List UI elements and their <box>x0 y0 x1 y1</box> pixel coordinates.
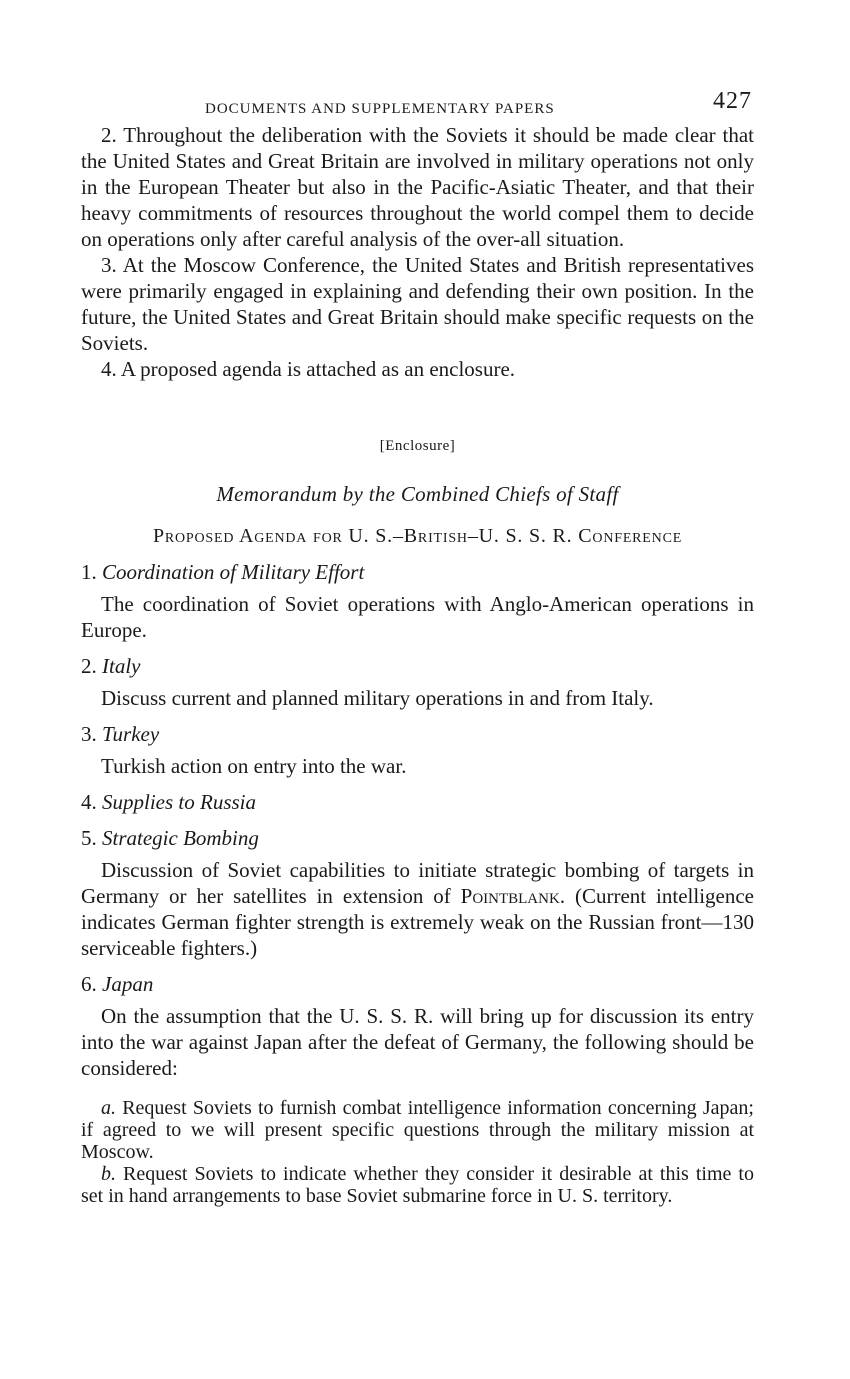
agenda-item-heading <box>81 721 754 747</box>
agenda-item-number: 6. <box>81 972 97 996</box>
agenda-item-description <box>81 857 754 961</box>
subitem-b <box>81 1163 754 1207</box>
agenda-item-number: 4. <box>81 790 97 814</box>
agenda-item-3 <box>81 721 754 779</box>
agenda-item-title: Coordination of Military Effort <box>102 560 365 584</box>
agenda-item-description: Discuss current and planned military operations in and from Italy. <box>101 686 654 710</box>
agenda-item-heading <box>81 789 754 815</box>
agenda-item-title: Turkey <box>102 722 160 746</box>
agenda-item-5 <box>81 825 754 961</box>
subitem-letter: b. <box>101 1163 116 1185</box>
agenda-item-description: The coordination of Soviet operations with Anglo-American operations in Europe. <box>81 592 754 642</box>
agenda-item-title: Strategic Bombing <box>102 826 259 850</box>
agenda-item-1 <box>81 559 754 643</box>
subitem-a <box>81 1097 754 1163</box>
operation-codename: Pointblank <box>460 884 560 908</box>
paragraph-3: 3. At the Moscow Conference, the United States and British representatives were primarily engaged in explaining and defending their own position. In the future, the United States and Great Britain should make specific requests on the Soviets. <box>81 253 754 355</box>
description-text-before: Discussion of Soviet capabilities to initiate strategic bombing of targets in Germany or her satellites in extension of <box>81 858 754 908</box>
agenda-item-number: 1. <box>81 560 97 584</box>
agenda-subitems <box>81 1097 754 1207</box>
agenda-item-title: Supplies to Russia <box>102 790 257 814</box>
paragraph-2: 2. Throughout the deliberation with the Soviets it should be made clear that the United States and Great Britain are involved in military operations not only in the European Theater but also in the Pacific-Asiatic Theater, and that their heavy commitments of resources throughout the world compel them to decide on operations only after careful analysis of the over-all situation. <box>81 123 754 251</box>
document-page <box>81 88 754 1207</box>
agenda-heading: Proposed Agenda for U. S.–British–U. S. S. R. Conference <box>152 525 683 547</box>
agenda-item-description: On the assumption that the U. S. S. R. will bring up for discussion its entry into the war against Japan after the defeat of Germany, the following should be considered: <box>81 1004 754 1080</box>
paragraph-4: 4. A proposed agenda is attached as an enclosure. <box>101 357 516 381</box>
agenda-item-heading <box>81 825 754 851</box>
agenda-item-title: Italy <box>102 654 141 678</box>
agenda-item-2 <box>81 653 754 711</box>
agenda-item-description: Turkish action on entry into the war. <box>101 754 407 778</box>
subitem-text: Request Soviets to indicate whether they consider it desirable at this time to set in hand arrangements to base Soviet submarine force in U. S. territory. <box>81 1163 754 1207</box>
page-number: 427 <box>713 88 752 114</box>
description-text-after: . (Current intelligence indicates German fighter strength is extremely weak on the Russian front—130 serviceable fighters.) <box>81 884 754 960</box>
agenda-item-heading <box>81 971 754 997</box>
running-head <box>81 88 754 122</box>
running-head-title: DOCUMENTS AND SUPPLEMENTARY PAPERS <box>205 101 555 117</box>
agenda-item-number: 5. <box>81 826 97 850</box>
agenda-item-heading <box>81 559 754 585</box>
subitem-text: Request Soviets to furnish combat intelligence information concerning Japan; if agreed to we will present specific questions through the military mission at Moscow. <box>81 1097 754 1163</box>
agenda-item-6 <box>81 971 754 1207</box>
agenda-item-number: 2. <box>81 654 97 678</box>
memo-title: Memorandum by the Combined Chiefs of Staff <box>216 482 619 506</box>
agenda-item-number: 3. <box>81 722 97 746</box>
agenda-item-heading <box>81 653 754 679</box>
agenda-item-title: Japan <box>102 972 154 996</box>
subitem-letter: a. <box>101 1097 116 1119</box>
enclosure-label: [Enclosure] <box>379 438 456 454</box>
agenda-item-4 <box>81 789 754 815</box>
